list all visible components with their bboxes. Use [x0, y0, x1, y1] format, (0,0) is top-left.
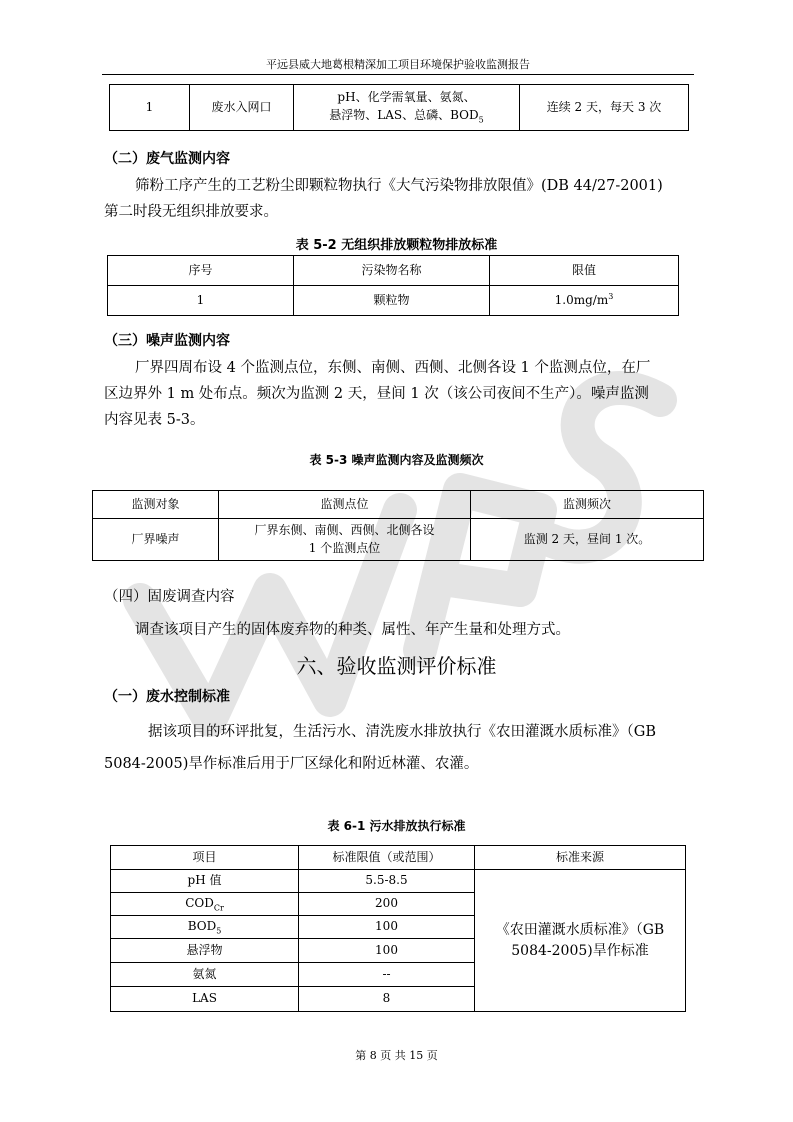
noise-para-line2: 区边界外 1 m 处布点。频次为监测 2 天，昼间 1 次（该公司夜间不生产）。噪声监测 — [104, 386, 649, 402]
header-cell: 序号 — [108, 256, 294, 286]
table-6-1-caption: 表 6-1 污水排放执行标准 — [327, 819, 466, 833]
cell-limit: 100 — [299, 916, 475, 939]
wastewater-para-line1: 据该项目的环评批复，生活污水、清洗废水排放执行《农田灌溉水质标准》（GB — [148, 724, 656, 740]
gas-para-line2: 第二时段无组织排放要求。 — [104, 204, 278, 220]
waste-para: 调查该项目产生的固体废弃物的种类、属性、年产生量和处理方式。 — [135, 622, 570, 638]
header-cell: 项目 — [111, 846, 299, 870]
header-cell: 监测频次 — [471, 491, 704, 519]
row-no: 1 — [110, 85, 190, 131]
noise-para-line1: 厂界四周布设 4 个监测点位，东侧、南侧、西侧、北侧各设 1 个监测点位，在厂 — [135, 360, 651, 376]
monitoring-table-continued — [109, 84, 689, 131]
section-noise-title: （三）噪声监测内容 — [104, 333, 230, 349]
header-cell: 限值 — [490, 256, 679, 286]
cell-item: $BOD_5$ — [111, 916, 299, 939]
cell-item: 氨氮 — [111, 963, 299, 987]
section-wastewater-title: （一）废水控制标准 — [104, 689, 230, 705]
table-5-3 — [92, 490, 704, 561]
cell-limit: -- — [299, 963, 475, 987]
header-rule — [102, 74, 694, 75]
cell-limit: 8 — [299, 987, 475, 1012]
cell-name: 颗粒物 — [294, 286, 490, 316]
table-row — [111, 870, 686, 893]
table-row — [110, 85, 689, 131]
cell-item: $COD_{Cr}$ — [111, 893, 299, 916]
page-header: 平远县威大地葛根精深加工项目环境保护验收监测报告 — [266, 58, 530, 71]
cell-limit: 5.5-8.5 — [299, 870, 475, 893]
cell-no: 1 — [108, 286, 294, 316]
page-footer: 第 8 页 共 15 页 — [355, 1049, 438, 1062]
header-cell: 监测对象 — [93, 491, 219, 519]
cell-limit: 200 — [299, 893, 475, 916]
cell-freq: 监测 2 天，昼间 1 次。 — [471, 519, 704, 561]
header-cell: 监测点位 — [219, 491, 471, 519]
cell-item: pH 值 — [111, 870, 299, 893]
cell-limit: $1.0mg/m^3$ — [490, 286, 679, 316]
cell-limit: 100 — [299, 939, 475, 963]
chapter-title: 六、验收监测评价标准 — [296, 654, 497, 678]
cell-item: 悬浮物 — [111, 939, 299, 963]
table-6-1 — [110, 845, 686, 1012]
wastewater-para-line2: 5084-2005)旱作标准后用于厂区绿化和附近林灌、农灌。 — [104, 756, 479, 772]
cell-item: LAS — [111, 987, 299, 1012]
row-point: 废水入网口 — [190, 85, 294, 131]
row-freq: 连续 2 天，每天 3 次 — [520, 85, 689, 131]
header-cell: 标准来源 — [475, 846, 686, 870]
table-5-2 — [107, 255, 679, 316]
cell-object: 厂界噪声 — [93, 519, 219, 561]
noise-para-line3: 内容见表 5-3。 — [104, 412, 205, 428]
table-5-3-caption: 表 5-3 噪声监测内容及监测频次 — [309, 453, 484, 467]
row-items: pH、化学需氧量、氨氮、 悬浮物、LAS、总磷、$BOD_5$ — [294, 85, 520, 131]
section-waste-title: （四）固废调查内容 — [104, 589, 235, 605]
cell-source: 《农田灌溉水质标准》（GB 5084-2005)旱作标准 — [475, 870, 686, 1012]
cell-point: 厂界东侧、南侧、西侧、北侧各设 1 个监测点位 — [219, 519, 471, 561]
header-cell: 标准限值（或范围） — [299, 846, 475, 870]
header-cell: 污染物名称 — [294, 256, 490, 286]
table-5-2-caption: 表 5-2 无组织排放颗粒物排放标准 — [295, 238, 498, 253]
section-gas-title: （二）废气监测内容 — [104, 151, 230, 167]
gas-para-line1: 筛粉工序产生的工艺粉尘即颗粒物执行《大气污染物排放限值》(DB 44/27-2001) — [135, 178, 663, 194]
